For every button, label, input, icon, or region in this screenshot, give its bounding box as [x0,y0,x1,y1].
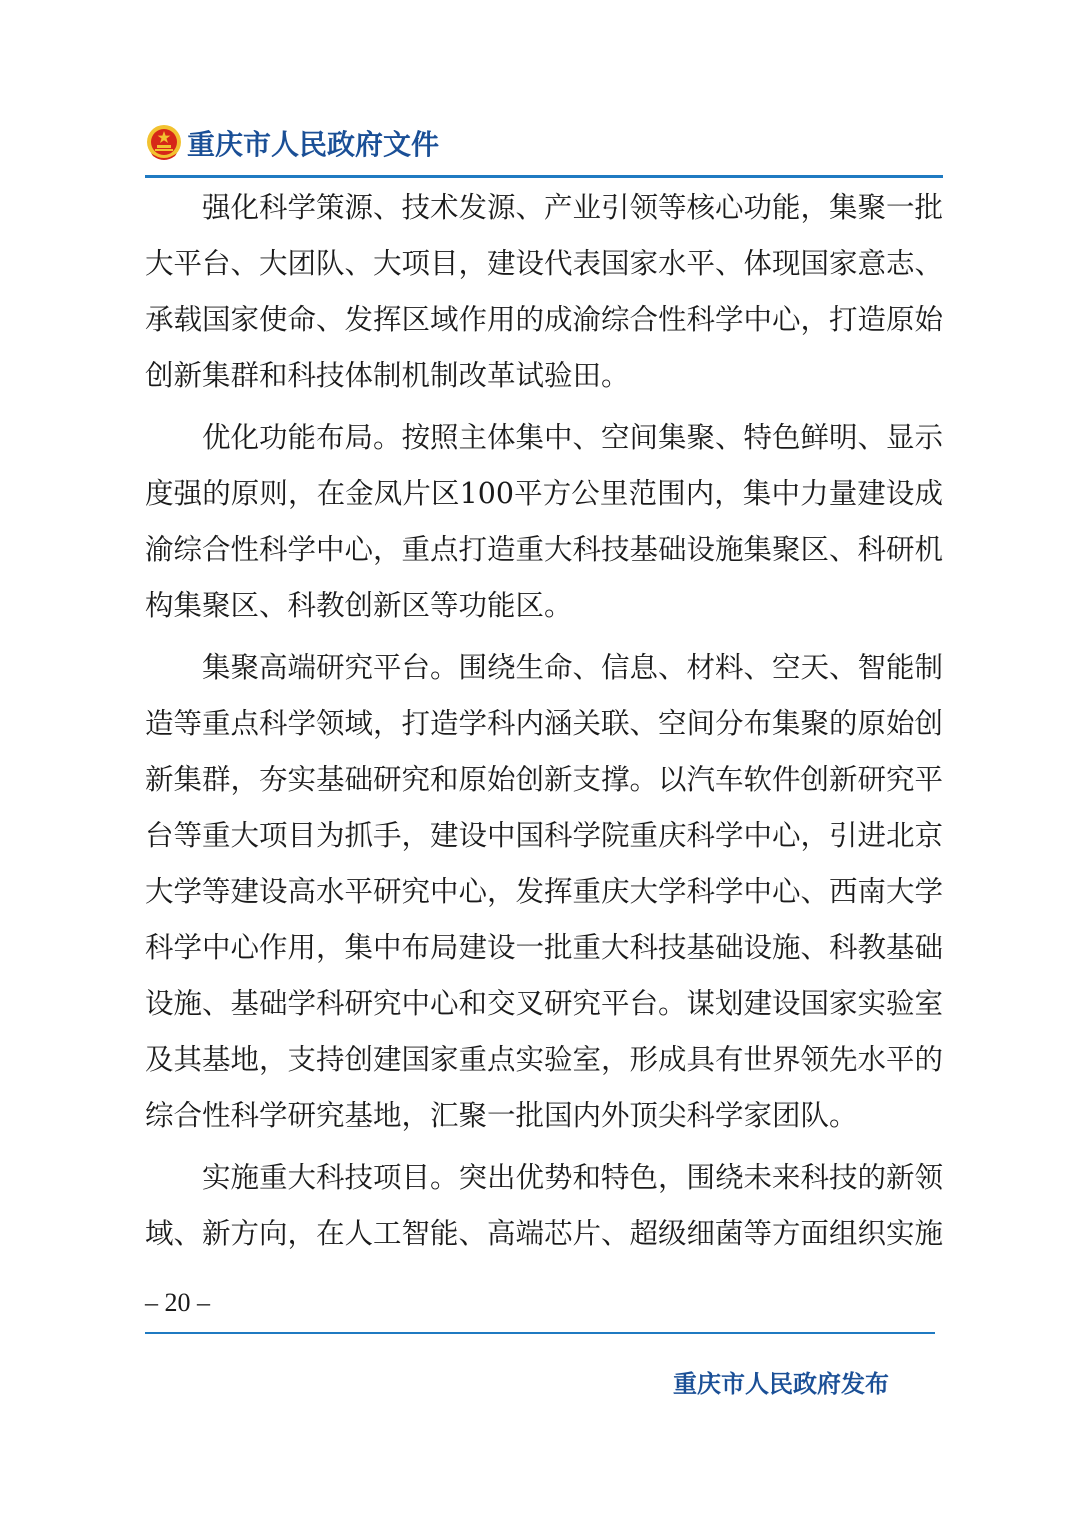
paragraph: 强化科学策源、技术发源、产业引领等核心功能，集聚一批大平台、大团队、大项目，建设代表国家水平、体现国家意志、承载国家使命、发挥区域作用的成渝综合性科学中心，打造原始创新集群和科技体制机制改革试验田。 [145,191,944,392]
paragraph: 实施重大科技项目。突出优势和特色，围绕未来科技的新领域、新方向，在人工智能、高端芯片、超级细菌等方面组织实施 [145,1161,944,1250]
paragraph: 集聚高端研究平台。围绕生命、信息、材料、空天、智能制造等重点科学领域，打造学科内涵关联、空间分布集聚的原始创新集群，夯实基础研究和原始创新支撑。以汽车软件创新研究平台等重大项目为抓手，建设中国科学院重庆科学中心，引进北京大学等建设高水平研究中心，发挥重庆大学科学中心、西南大学科学中心作用，集中布局建设一批重大科技基础设施、科教基础设施、基础学科研究中心和交叉研究平台。谋划建设国家实验室及其基地，支持创建国家重点实验室，形成具有世界领先水平的综合性科学研究基地，汇聚一批国内外顶尖科学家团队。 [145,651,944,1132]
footer-publisher: 重庆市人民政府发布 [673,1369,889,1398]
header-title: 重庆市人民政府文件 [187,128,440,161]
paragraph: 优化功能布局。按照主体集中、空间集聚、特色鲜明、显示度强的原则，在金凤片区100平方公里范围内，集中力量建设成渝综合性科学中心，重点打造重大科技基础设施集聚区、科研机构集聚区、科教创新区等功能区。 [145,421,944,622]
page-number: – 20 – [145,1288,210,1317]
header-divider [145,175,943,178]
document-header [145,118,439,168]
document-body [145,180,943,1268]
national-emblem-icon [145,123,183,163]
footer-divider [145,1332,935,1334]
